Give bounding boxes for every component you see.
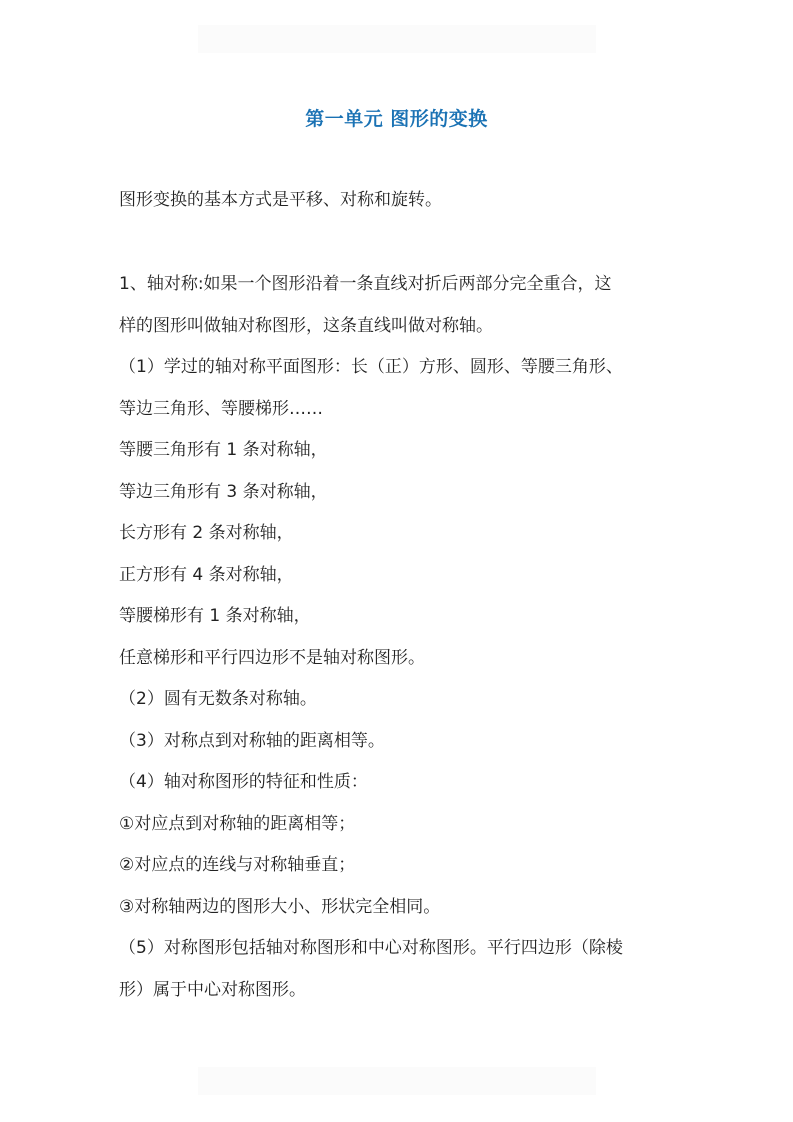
footer-watermark [198,1067,596,1095]
paragraph-line: ③对称轴两边的图形大小、形状完全相同。 [119,897,441,917]
paragraph-line: （1）学过的轴对称平面图形：长（正）方形、圆形、等腰三角形、 [119,357,623,377]
paragraph-line: （3）对称点到对称轴的距离相等。 [119,731,385,751]
paragraph-line: 任意梯形和平行四边形不是轴对称图形。 [119,648,425,668]
paragraph-line: （5）对称图形包括轴对称图形和中心对称图形。平行四边形（除棱 [119,938,623,958]
paragraph-line: 正方形有 4 条对称轴， [119,565,294,585]
paragraph-line: 等腰梯形有 1 条对称轴， [119,606,311,626]
paragraph-line: （2）圆有无数条对称轴。 [119,689,317,709]
paragraph-line: 等腰三角形有 1 条对称轴， [119,440,328,460]
paragraph-line: 样的图形叫做轴对称图形，这条直线叫做对称轴。 [119,316,493,336]
paragraph-line: ①对应点到对称轴的距离相等； [119,814,356,834]
page-title: 第一单元 图形的变换 [305,108,488,130]
paragraph-line: 等边三角形、等腰梯形…… [119,399,323,419]
header-watermark [198,25,596,53]
paragraph-line: 形）属于中心对称图形。 [119,980,306,1000]
paragraph-line: 长方形有 2 条对称轴， [119,523,294,543]
paragraph-line: 1、轴对称:如果一个图形沿着一条直线对折后两部分完全重合，这 [119,274,612,294]
paragraph-line: 图形变换的基本方式是平移、对称和旋转。 [119,190,442,210]
paragraph-line: 等边三角形有 3 条对称轴， [119,482,328,502]
paragraph-line: ②对应点的连线与对称轴垂直； [119,855,356,875]
paragraph-line: （4）轴对称图形的特征和性质： [119,772,368,792]
